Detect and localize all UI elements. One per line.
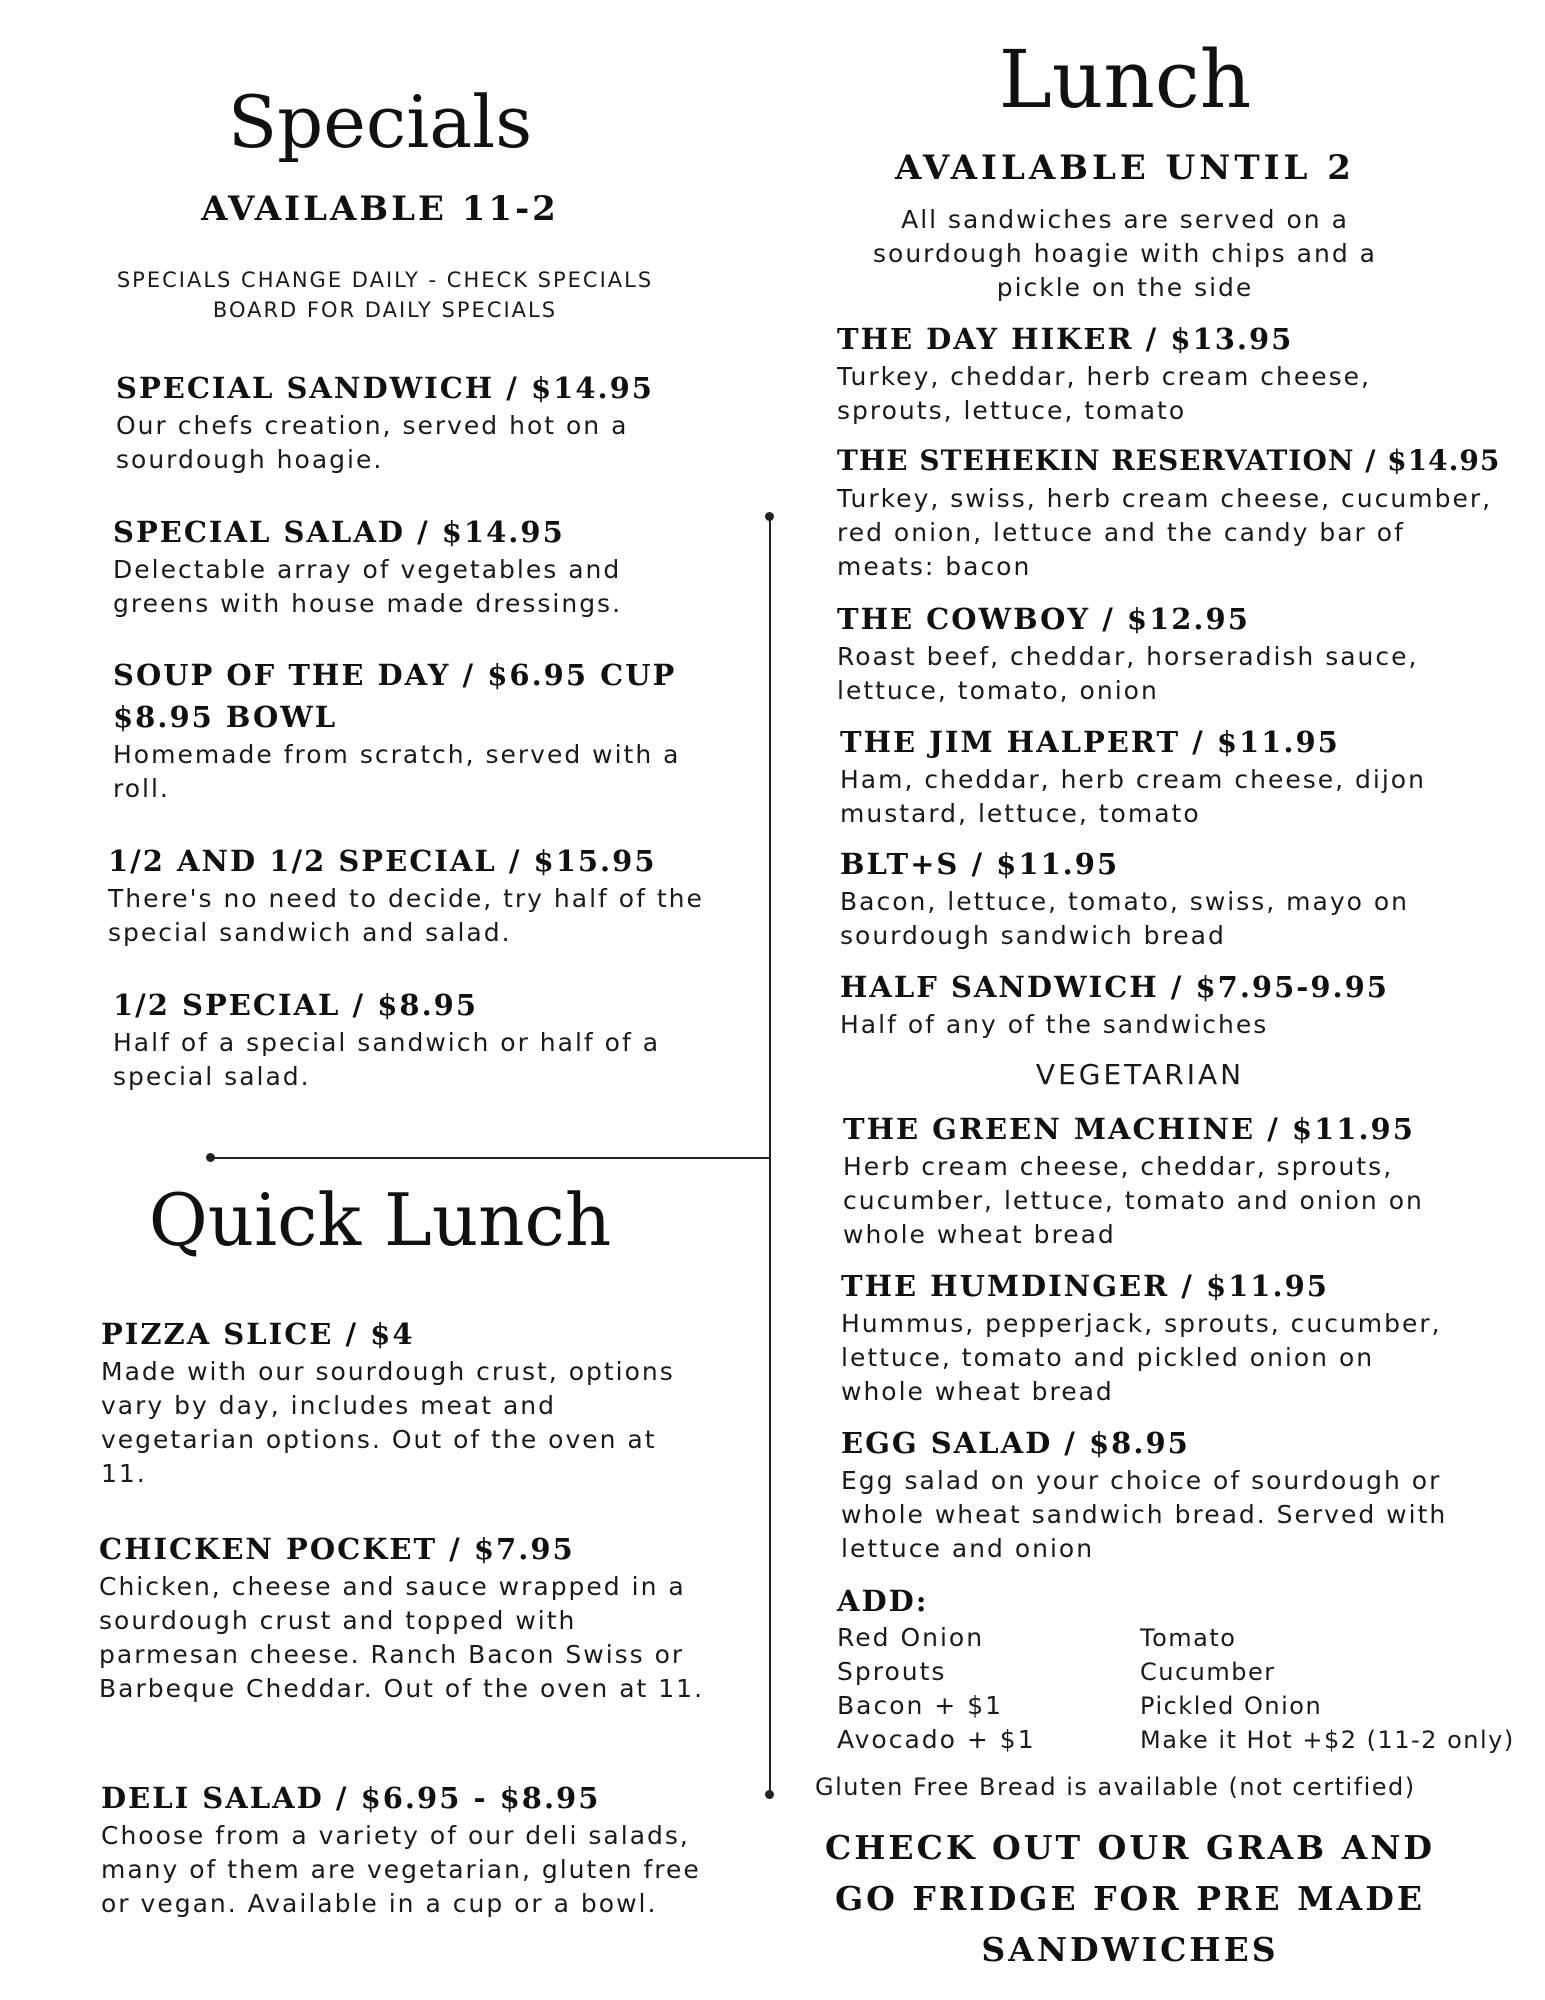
item-description: Half of a special sandwich or half of a special salad. xyxy=(113,1028,661,1091)
item-description: Homemade from scratch, served with a roll. xyxy=(113,740,681,803)
item-title: THE DAY HIKER / $13.95 xyxy=(837,322,1294,356)
add-label: ADD: xyxy=(837,1584,929,1618)
item-title: PIZZA SLICE / $4 xyxy=(101,1317,415,1351)
item-title: SPECIAL SANDWICH / $14.95 xyxy=(116,371,654,405)
special-item-salad xyxy=(113,511,673,621)
add-options-col2 xyxy=(1140,1621,1515,1757)
item-title: 1/2 SPECIAL / $8.95 xyxy=(113,988,479,1022)
item-title: DELI SALAD / $6.95 - $8.95 xyxy=(101,1781,601,1815)
special-item-soup xyxy=(113,654,713,806)
item-title: BLT+S / $11.95 xyxy=(840,847,1120,881)
item-title: THE HUMDINGER / $11.95 xyxy=(841,1269,1329,1303)
lunch-title: Lunch xyxy=(998,33,1252,126)
item-description: Our chefs creation, served hot on a sourdough hoagie. xyxy=(116,411,629,474)
item-title: THE JIM HALPERT / $11.95 xyxy=(840,725,1340,759)
vegetarian-heading: VEGETARIAN xyxy=(1035,1058,1245,1091)
item-title: $8.95 BOWL xyxy=(113,700,338,734)
add-option: Avocado + $1 xyxy=(837,1725,1036,1754)
quick-item-deli-salad xyxy=(101,1777,711,1921)
lunch-item-stehekin-reservation xyxy=(837,440,1517,584)
add-option: Red Onion xyxy=(837,1623,985,1652)
horizontal-divider xyxy=(211,1157,771,1159)
gluten-free-note: Gluten Free Bread is available (not certified) xyxy=(815,1773,1416,1801)
add-option: Cucumber xyxy=(1140,1658,1276,1686)
item-description: Bacon, lettuce, tomato, swiss, mayo on sourdough sandwich bread xyxy=(840,887,1410,950)
lunch-item-cowboy xyxy=(837,598,1497,708)
add-option: Make it Hot +$2 (11-2 only) xyxy=(1140,1726,1515,1754)
item-description: There's no need to decide, try half of the special sandwich and salad. xyxy=(108,884,704,947)
item-title: EGG SALAD / $8.95 xyxy=(841,1426,1190,1460)
divider-dot xyxy=(206,1153,215,1162)
item-description: Turkey, cheddar, herb cream cheese, sprouts, lettuce, tomato xyxy=(837,362,1371,425)
divider-dot xyxy=(765,512,774,521)
item-description: Choose from a variety of our deli salads, many of them are vegetarian, gluten free or vegan. Available in a cup or a bowl. xyxy=(101,1821,701,1918)
add-option: Sprouts xyxy=(837,1657,947,1686)
specials-availability: AVAILABLE 11-2 xyxy=(201,189,559,229)
special-item-half-special xyxy=(113,984,693,1094)
add-option: Pickled Onion xyxy=(1140,1692,1323,1720)
lunch-item-blts xyxy=(840,843,1500,953)
lunch-item-jim-halpert xyxy=(840,721,1500,831)
specials-note: SPECIALS CHANGE DAILY - CHECK SPECIALS BOARD FOR DAILY SPECIALS xyxy=(116,268,654,322)
item-description: Half of any of the sandwiches xyxy=(840,1010,1269,1039)
item-title: CHICKEN POCKET / $7.95 xyxy=(99,1532,575,1566)
lunch-availability: AVAILABLE UNTIL 2 xyxy=(895,148,1355,188)
item-description: Ham, cheddar, herb cream cheese, dijon mustard, lettuce, tomato xyxy=(840,765,1426,828)
quick-lunch-title: Quick Lunch xyxy=(148,1178,612,1262)
item-description: Chicken, cheese and sauce wrapped in a sourdough crust and topped with parmesan cheese. Ranch Bacon Swiss or Barbeque Cheddar. Out of the oven at 11. xyxy=(99,1572,705,1703)
item-title: SPECIAL SALAD / $14.95 xyxy=(113,515,565,549)
item-title: SOUP OF THE DAY / $6.95 CUP xyxy=(113,658,677,692)
item-description: Egg salad on your choice of sourdough or whole wheat sandwich bread. Served with lettuce and onion xyxy=(841,1466,1448,1563)
lunch-note: All sandwiches are served on a sourdough hoagie with chips and a pickle on the side xyxy=(873,205,1377,302)
special-item-sandwich xyxy=(116,367,676,477)
divider-dot xyxy=(765,1790,774,1799)
item-title: HALF SANDWICH / $7.95-9.95 xyxy=(840,970,1389,1004)
quick-item-chicken-pocket xyxy=(99,1528,709,1706)
lunch-item-humdinger xyxy=(841,1265,1501,1409)
lunch-item-half-sandwich xyxy=(840,966,1500,1042)
specials-title: Specials xyxy=(227,80,533,164)
item-title: THE COWBOY / $12.95 xyxy=(837,602,1250,636)
add-options-col1 xyxy=(837,1621,1036,1757)
item-title: THE GREEN MACHINE / $11.95 xyxy=(843,1112,1415,1146)
add-option: Bacon + $1 xyxy=(837,1691,1004,1720)
lunch-item-day-hiker xyxy=(837,318,1497,428)
grab-and-go-note: CHECK OUT OUR GRAB AND GO FRIDGE FOR PRE MADE SANDWICHES xyxy=(824,1828,1436,1969)
item-description: Herb cream cheese, cheddar, sprouts, cucumber, lettuce, tomato and onion on whole wheat bread xyxy=(843,1152,1424,1249)
item-title: 1/2 AND 1/2 SPECIAL / $15.95 xyxy=(108,844,657,878)
item-description: Made with our sourdough crust, options vary by day, includes meat and vegetarian options. Out of the oven at 11. xyxy=(101,1357,675,1488)
item-description: Delectable array of vegetables and greens with house made dressings. xyxy=(113,555,623,618)
item-description: Turkey, swiss, herb cream cheese, cucumber, red onion, lettuce and the candy bar of meats: bacon xyxy=(837,484,1493,581)
special-item-half-and-half xyxy=(108,840,718,950)
lunch-item-egg-salad xyxy=(841,1422,1501,1566)
item-description: Roast beef, cheddar, horseradish sauce, lettuce, tomato, onion xyxy=(837,642,1419,705)
quick-item-pizza xyxy=(101,1313,701,1491)
item-title: THE STEHEKIN RESERVATION / $14.95 xyxy=(837,444,1501,477)
add-option: Tomato xyxy=(1140,1624,1237,1652)
lunch-item-green-machine xyxy=(843,1108,1503,1252)
item-description: Hummus, pepperjack, sprouts, cucumber, lettuce, tomato and pickled onion on whole wheat bread xyxy=(841,1309,1442,1406)
